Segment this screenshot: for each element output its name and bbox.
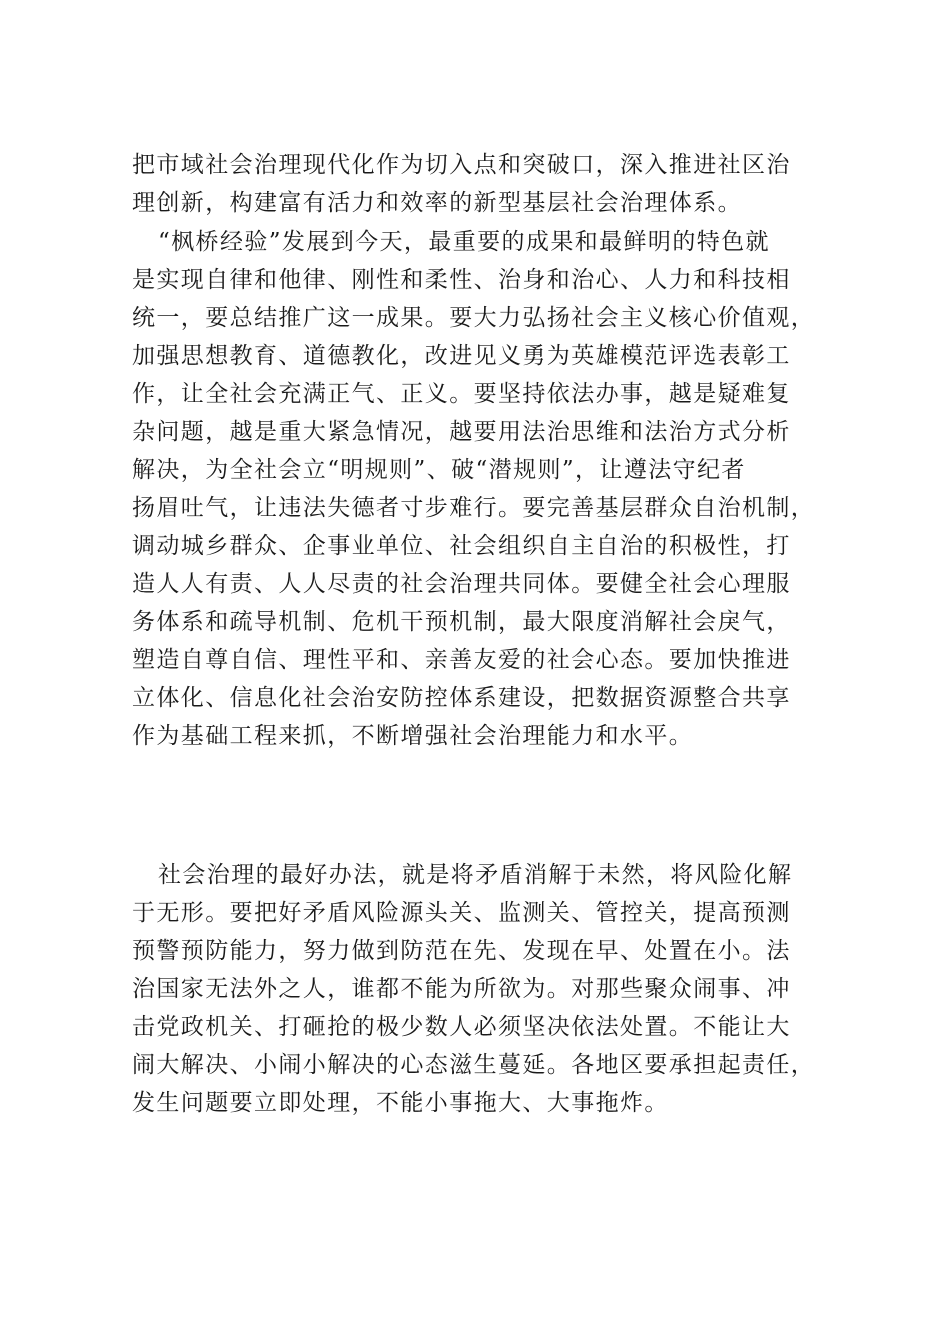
paragraph-line: 是实现自律和他律、刚性和柔性、治身和治心、人力和科技相 — [132, 267, 791, 293]
paragraph-line: 立体化、信息化社会治安防控体系建设，把数据资源整合共享 — [132, 685, 791, 711]
paragraph-line: 作，让全社会充满正气、正义。要坚持依法办事，越是疑难复 — [132, 381, 791, 407]
paragraph-line: “枫桥经验”发展到今天，最重要的成果和最鲜明的特色就 — [158, 229, 770, 255]
paragraph-line: 调动城乡群众、企事业单位、社会组织自主自治的积极性，打 — [132, 533, 791, 559]
paragraph-line: 预警预防能力，努力做到防范在先、发现在早、处置在小。法 — [132, 938, 791, 964]
paragraph-line: 加强思想教育、道德教化，改进见义勇为英雄模范评选表彰工 — [132, 343, 791, 369]
paragraph-line: 治国家无法外之人，谁都不能为所欲为。对那些聚众闹事、冲 — [132, 976, 791, 1002]
paragraph-line: 杂问题，越是重大紧急情况，越要用法治思维和法治方式分析 — [132, 419, 791, 445]
paragraph-line: 务体系和疏导机制、危机干预机制，最大限度消解社会戾气， — [132, 609, 791, 635]
paragraph-line: 闹大解决、小闹小解决的心态滋生蔓延。各地区要承担起责任， — [132, 1052, 816, 1078]
paragraph-line: 理创新，构建富有活力和效率的新型基层社会治理体系。 — [132, 190, 742, 216]
paragraph-line: 把市域社会治理现代化作为切入点和突破口，深入推进社区治 — [132, 152, 791, 178]
paragraph-line: 击党政机关、打砸抢的极少数人必须坚决依法处置。不能让大 — [132, 1014, 791, 1040]
paragraph-line — [132, 755, 832, 793]
paragraph-line: 造人人有责、人人尽责的社会治理共同体。要健全社会心理服 — [132, 571, 791, 597]
paragraph-2 — [132, 223, 832, 793]
paragraph-line: 社会治理的最好办法，就是将矛盾消解于未然，将风险化解 — [158, 862, 793, 888]
paragraph-line: 发生问题要立即处理，不能小事拖大、大事拖炸。 — [132, 1090, 669, 1116]
paragraph-3 — [132, 856, 832, 1122]
paragraph-1 — [132, 146, 832, 222]
paragraph-line: 于无形。要把好矛盾风险源头关、监测关、管控关，提高预测 — [132, 900, 791, 926]
paragraph-line: 塑造自尊自信、理性平和、亲善友爱的社会心态。要加快推进 — [132, 647, 791, 673]
paragraph-line: 扬眉吐气，让违法失德者寸步难行。要完善基层群众自治机制， — [132, 495, 816, 521]
paragraph-line: 作为基础工程来抓，不断增强社会治理能力和水平。 — [132, 723, 694, 749]
paragraph-line: 统一，要总结推广这一成果。要大力弘扬社会主义核心价值观， — [132, 305, 816, 331]
paragraph-line: 解决，为全社会立“明规则”、破“潜规则”，让遵法守纪者 — [132, 457, 746, 483]
